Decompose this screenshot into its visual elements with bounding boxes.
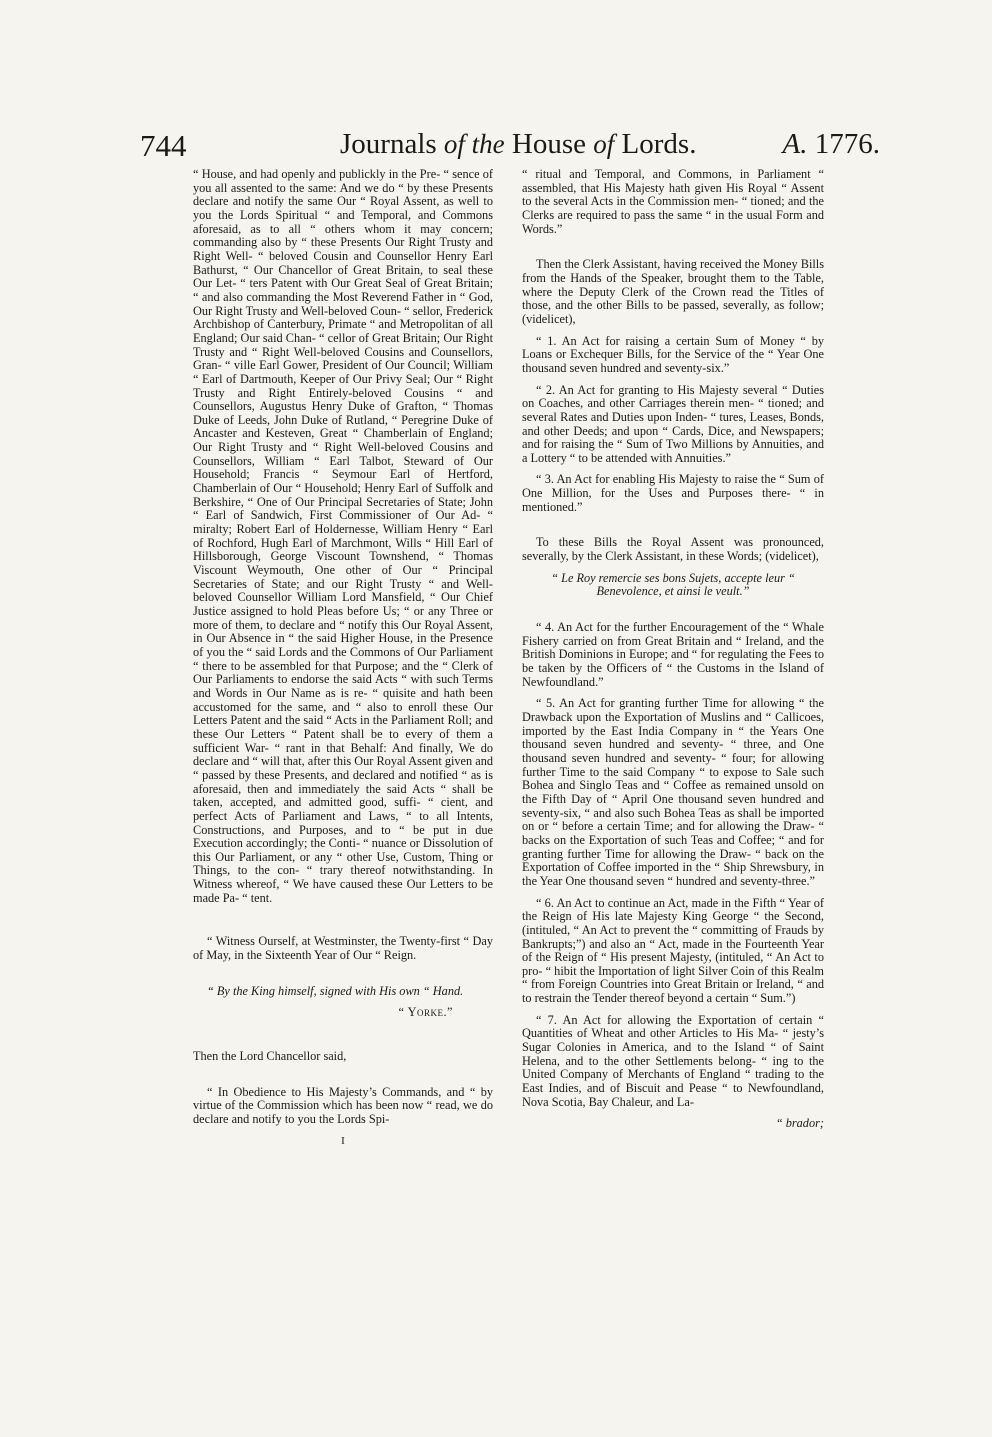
- title-part: of the: [443, 129, 505, 159]
- clerk-assistant-paragraph: Then the Clerk Assistant, having received the Money Bills from the Hands of the Speaker, brought them to the Table, where the Deputy Clerk of the Crown read the Titles of those, and the other Bills to be passed, severally, as follow; (videlicet),: [522, 257, 824, 326]
- act-2: “ 2. An Act for granting to His Majesty several “ Duties on Coaches, and other Carriages therein men- “ tioned; and several Rates and Duties upon Inden- “ tures, Leases, Bonds, and other Deeds; and upon “ Cards, Dice, and Newspapers; and for raising the “ Sum of Two Millions by Annuities, and a Lottery “ to be attended with Annuities.”: [522, 382, 824, 465]
- running-header: [140, 128, 880, 168]
- obedience-paragraph: “ In Obedience to His Majesty’s Commands, and “ by virtue of the Commission which has been now “ read, we do declare and notify to you the Lords Spi-: [193, 1084, 493, 1127]
- year-number: 1776.: [807, 128, 880, 160]
- title-part: Journals: [340, 128, 444, 160]
- left-column: [193, 168, 493, 1156]
- witness-clause: “ Witness Ourself, at Westminster, the Twenty-first “ Day of May, in the Sixteenth Year of Our “ Reign.: [193, 934, 493, 963]
- royal-assent-pronounced: To these Bills the Royal Assent was pronounced, severally, by the Clerk Assistant, in these Words; (videlicet),: [522, 535, 824, 564]
- le-roy-formula: “ Le Roy remercie ses bons Sujets, accepte leur “ Benevolence, et ainsi le veult.”: [551, 570, 795, 599]
- act-7: “ 7. An Act for allowing the Exportation of certain “ Quantities of Wheat and other Articles to His Ma- “ jesty’s Sugar Colonies in America, and to the Island “ of Saint Helena, and to the other Settlements belong- “ ing to the United Company of Merchants of England “ trading to the East Indies, and of Biscuit and Pease “ to Newfoundland, Nova Scotia, Bay Chaleur, and La-: [522, 1012, 824, 1109]
- title-part: of: [593, 129, 615, 159]
- right-column: [522, 168, 824, 1139]
- act-4: “ 4. An Act for the further Encouragement of the “ Whale Fishery carried on from Great Britain and “ Ireland, and the British Dominions in Europe; and “ for regulating the Fees to be taken by the Officers of “ the Customs in the Island of Newfoundland.”: [522, 620, 824, 689]
- act-3: “ 3. An Act for enabling His Majesty to raise the “ Sum of One Million, for the Uses and Purposes there- “ in mentioned.”: [522, 472, 824, 514]
- page-number: 744: [140, 128, 187, 163]
- year-prefix: A.: [782, 128, 808, 160]
- title-part: Lords.: [614, 128, 697, 160]
- running-title: [340, 128, 696, 161]
- by-the-king-clause: “ By the King himself, signed with His own “ Hand.: [207, 983, 464, 998]
- lord-chancellor-said: Then the Lord Chancellor said,: [193, 1049, 347, 1064]
- letters-patent-text: “ House, and had openly and publickly in the Pre- “ sence of you all assented to the same: And we do “ by these Presents declare and notify the same Our “ Royal Assent, as well to you the Lords Spiritual “ and Temporal, and Commons aforesaid, as to all “ others whom it may concern; commanding also by “ these Presents Our Right Trusty and Right Well- “ beloved Cousin and Counsellor Henry Earl Bathurst, “ Our Chancellor of Great Britain, to seal these Our Let- “ ters Patent with Our Great Seal of Great Britain; “ and also commanding the Most Reverend Father in “ God, Our Right Trusty and Well-beloved Coun- “ sellor, Frederick Archbishop of Canterbury, Primate “ and Metropolitan of all England; Our said Chan- “ cellor of Great Britain; Our Right Trusty and “ Right Well-beloved Cousins and Counsellors, Gran- “ ville Earl Gower, President of Our Council; William “ Earl of Dartmouth, Keeper of Our Privy Seal; Our “ Right Trusty and Right Entirely-beloved Cousins “ and Counsellors, Augustus Henry Duke of Grafton, “ Thomas Duke of Leeds, John Duke of Rutland, “ Peregrine Duke of Ancaster and Kesteven, Great “ Chamberlain of England; Our Right Trusty and “ Right Well-beloved Cousins and Counsellors, William “ Earl Talbot, Steward of Our Household; Francis “ Seymour Earl of Hertford, Chamberlain of Our “ Household; Henry Earl of Suffolk and Berkshire, “ One of Our Principal Secretaries of State; John “ Earl of Sandwich, First Commissioner of Our Ad- “ miralty; Robert Earl of Holdernesse, William Henry “ Earl of Rochford, Hugh Earl of Marchmont, Wills “ Hill Earl of Hillsborough, George Viscount Townshend, “ Thomas Viscount Weymouth, One other of Our “ Principal Secretaries of State; and our Right Trusty “ and Well-beloved Counsellor William Lord Mansfield, “ Our Chief Justice assigned to hold Pleas before Us; “ or any Three or more of them, to declare and “ notify this Our Royal Assent, in Our Absence in “ the said Higher House, in the Presence of you the “ said Lords and the Commons of Our Parliament “ there to be assembled for that Purpose; and the “ Clerk of Our Parliaments to endorse the said Acts “ with such Terms and Words in Our Name as is re- “ quisite and hath been accustomed for the same, and “ also to enroll these Our Letters Patent and the said “ Acts in the Parliament Roll; and these Our Letters “ Patent shall be to every of them a sufficient War- “ rant in that Behalf: And finally, We do declare and “ will that, after this Our Royal Assent given and “ passed by these Presents, and declared and notified “ as is aforesaid, then and immediately the said Acts “ shall be taken, accepted, and admitted good, suffi- “ cient, and perfect Acts of Parliament and Laws, “ to all Intents, Constructions, and Purposes, and to “ be put in due Execution accordingly; the Conti- “ nuance or Dissolution of this Our Parliament, or any “ other Use, Custom, Thing or Things, to the con- “ trary thereof notwithstanding. In Witness whereof, “ We have caused these Our Letters to be made Pa- “ tent.: [193, 167, 493, 905]
- year-heading: [783, 128, 880, 161]
- signature-mark: I: [341, 1134, 345, 1147]
- act-1: “ 1. An Act for raising a certain Sum of Money “ by Loans or Exchequer Bills, for the Service of the “ Year One thousand seven hundred and seventy-six.”: [522, 333, 824, 375]
- yorke-signature: “ Yorke.”: [398, 1005, 453, 1020]
- royal-assent-declaration: “ ritual and Temporal, and Commons, in Parliament “ assembled, that His Majesty hath given His Royal “ Assent to the several Acts in the Commission men- “ tioned; and the Clerks are required to pass the same “ in the usual Form and Words.”: [522, 167, 824, 236]
- catchword: “ brador;: [775, 1116, 824, 1131]
- title-part: House: [504, 128, 594, 160]
- act-5: “ 5. An Act for granting further Time for allowing “ the Drawback upon the Exportation of Muslins and “ Callicoes, imported by the East India Company in “ the Years One thousand seven hundred and seventy- “ three, and One thousand seven hundred and seventy- “ four; for allowing further Time to the said Company “ to expose to Sale such Bohea and Singlo Teas and “ Coffee as remained unsold on the Fifth Day of “ April One thousand seven hundred and seventy-six, “ and also such Bohea Teas as shall be imported on or “ before a certain Time; and for allowing the Draw- “ backs on the Exportation of such Teas and Coffee; “ and for granting further Time for allowing the Draw- “ back on the Exportation of Coffee imported in the “ Ship Shrewsbury, in the Year One thousand seven “ hundred and seventy-three.”: [522, 696, 824, 888]
- act-6: “ 6. An Act to continue an Act, made in the Fifth “ Year of the Reign of His late Majesty King George “ the Second, (intituled, “ An Act to prevent the “ committing of Frauds by Bankrupts;”) and also an “ Act, made in the Fourteenth Year of the Reign of “ His present Majesty, (intituled, “ An Act to pro- “ hibit the Importation of light Silver Coin of this Realm “ from Foreign Countries into Great Britain or Ireland, “ and to restrain the Tender thereof beyond a certain “ Sum.”): [522, 895, 824, 1006]
